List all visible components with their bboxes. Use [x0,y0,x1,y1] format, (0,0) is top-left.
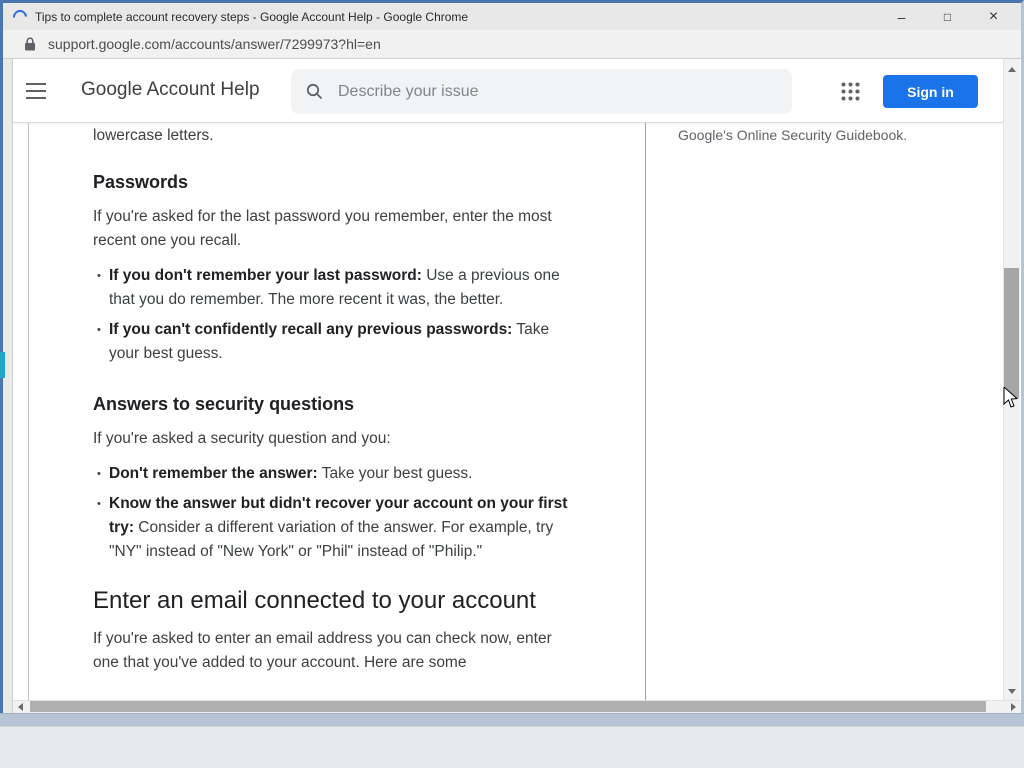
page-left-gutter [3,59,13,713]
security-questions-intro: If you're asked a security question and you: [93,430,391,447]
list-item: • Don't remember the answer: Take your best guess. [109,462,571,486]
triangle-up-icon [1008,67,1016,72]
maximize-icon: □ [943,9,952,24]
help-search-box[interactable] [291,69,792,114]
triangle-left-icon [18,703,23,711]
triangle-down-icon [1008,689,1016,694]
list-item: • If you can't confidently recall any previous passwords: Take your best guess. [109,318,571,366]
horizontal-scrollbar-thumb[interactable] [30,701,986,712]
window-title: Tips to complete account recovery steps - Google Account Help - Google Chrome [35,10,469,24]
address-bar[interactable] [3,30,1021,59]
passwords-intro: If you're asked for the last password you remember, enter the most recent one you recall. [93,208,552,249]
scroll-left-button[interactable] [13,700,28,713]
list-item: • Know the answer but didn't recover your account on your first try: Consider a different variation of the answer. For example, try "NY" instead of "New York" or "Phil" instead of "Philip." [109,492,571,564]
passwords-list [93,264,571,366]
sign-in-button[interactable]: Sign in [883,75,978,108]
scroll-down-button[interactable] [1003,683,1020,700]
guidebook-link[interactable]: Google's Online Security Guidebook. [678,127,908,143]
article [93,123,571,675]
article-fragment: lowercase letters. [93,127,214,144]
content-left-border [28,123,29,700]
passwords-heading: Passwords [93,172,189,192]
product-name[interactable]: Google Account Help [81,79,260,100]
security-questions-list [93,462,571,564]
triangle-right-icon [1011,703,1016,711]
right-rail [678,125,988,145]
menu-icon[interactable] [26,83,46,99]
maximize-button[interactable] [925,3,970,30]
list-item: • If you don't remember your last password: Use a previous one that you do remember. The more recent it was, the better. [109,264,571,312]
help-search-input[interactable] [336,82,756,102]
page-viewport [3,59,1021,713]
bullet-icon: • [97,270,101,282]
scroll-up-button[interactable] [1003,61,1020,78]
mouse-cursor [1003,387,1019,409]
sidebar-divider [645,123,646,700]
close-button[interactable] [971,3,1016,30]
lock-icon [24,37,36,51]
close-icon: × [988,7,999,25]
search-icon [306,83,323,100]
vertical-scrollbar-thumb[interactable] [1004,268,1019,398]
scroll-right-button[interactable] [1006,700,1021,713]
page-favicon-icon [10,7,30,27]
minimize-icon: – [897,8,906,25]
bullet-icon: • [97,498,101,510]
minimize-button[interactable] [879,3,924,30]
bullet-icon: • [97,324,101,336]
security-questions-heading: Answers to security questions [93,394,355,414]
url-text[interactable]: support.google.com/accounts/answer/7299973?hl=en [48,36,381,52]
bullet-icon: • [97,468,101,480]
taskbar [0,726,1024,768]
google-apps-icon[interactable] [841,82,861,102]
window-bottom-frame [0,713,1024,726]
window-titlebar[interactable] [3,3,1021,30]
email-section-heading: Enter an email connected to your account [93,587,536,614]
screen-edge-marker [0,352,5,378]
email-section-intro: If you're asked to enter an email address you can check now, enter one that you've added to your account. Here are some [93,630,552,671]
